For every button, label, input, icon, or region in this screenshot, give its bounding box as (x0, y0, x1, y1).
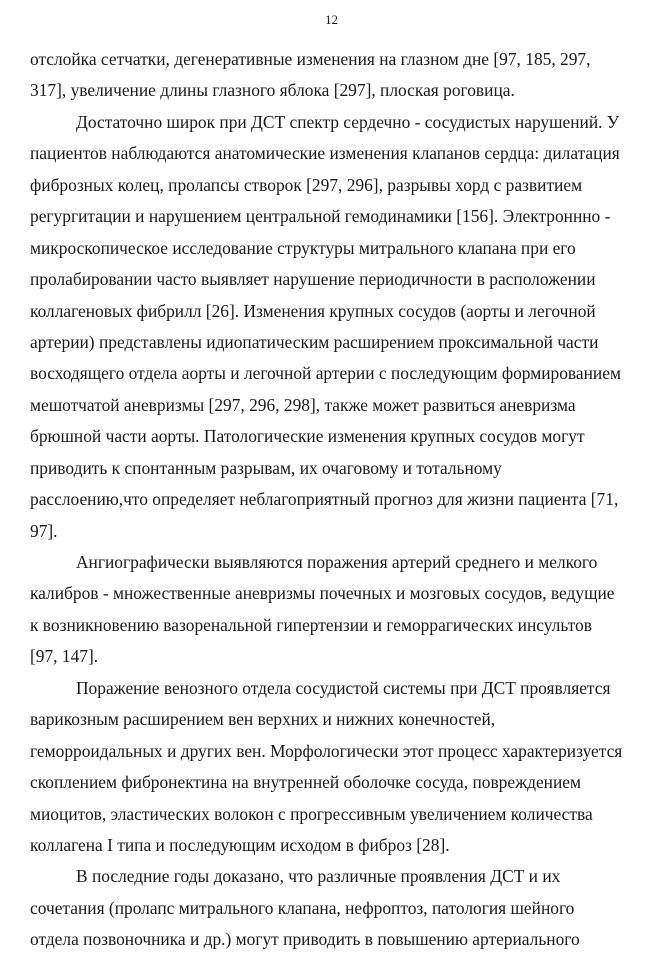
text-line: к возникновению вазоренальной гипертензии и геморрагических инсультов (30, 614, 592, 635)
document-body (30, 44, 635, 956)
text-line: 97]. (30, 520, 58, 541)
text-line: регургитации и нарушением центральной гемодинамики [156]. Электроннно - (30, 206, 611, 227)
text-line: коллагеновых фибрилл [26]. Изменения крупных сосудов (аорты и легочной (30, 300, 596, 321)
text-line: пролабировании часто выявляет нарушение периодичности в расположении (30, 269, 596, 290)
text-line: Достаточно широк при ДСТ спектр сердечно - сосудистых нарушений. У (76, 111, 620, 132)
text-line: Поражение венозного отдела сосудистой системы при ДСТ проявляется (76, 677, 611, 698)
paragraph-2 (30, 107, 635, 547)
text-line: [97, 147]. (30, 646, 99, 667)
text-line: микроскопическое исследование структуры митрального клапана при его (30, 237, 576, 258)
text-line: 317], увеличение длины глазного яблока [297], плоская роговица. (30, 80, 515, 101)
text-line: коллагена I типа и последующим исходом в фиброз [28]. (30, 834, 450, 855)
text-line: миоцитов, эластических волокон с прогрессивным увеличением количества (30, 803, 593, 824)
text-line: Ангиографически выявляются поражения артерий среднего и мелкого (76, 552, 598, 572)
paragraph-5 (30, 861, 635, 955)
text-line: скоплением фибронектина на внутренней оболочке сосуда, повреждением (30, 772, 582, 793)
paragraph-3 (30, 547, 635, 673)
text-line: восходящего отдела аорты и легочной артерии с последующим формированием (30, 363, 621, 384)
text-line: отслойка сетчатки, дегенеративные изменения на глазном дне [97, 185, 297, (30, 49, 591, 69)
text-line: пациентов наблюдаются анатомические изменения клапанов сердца: дилатация (30, 143, 620, 164)
text-line: приводить к спонтанным разрывам, их очаговому и тотальному (30, 457, 502, 478)
paragraph-4 (30, 673, 635, 862)
text-line: сочетания (пролапс митрального клапана, нефроптоз, патология шейного (30, 897, 575, 918)
text-line: геморроидальных и других вен. Морфологически этот процесс характеризуется (30, 740, 623, 761)
text-line: расслоению,что определяет неблагоприятный прогноз для жизни пациента [71, (30, 489, 619, 510)
text-line: мешотчатой аневризмы [297, 296, 298], также может развиться аневризма (30, 394, 576, 415)
text-line: В последние годы доказано, что различные проявления ДСТ и их (76, 866, 561, 887)
text-line: фиброзных колец, пролапсы створок [297, 296], разрывы хорд с развитием (30, 174, 583, 195)
text-line: калибров - множественные аневризмы почечных и мозговых сосудов, ведущие (30, 583, 615, 604)
text-line: варикозным расширением вен верхних и нижних конечностей, (30, 709, 496, 730)
text-line: отдела позвоночника и др.) могут приводить в повышению артериального (30, 929, 580, 950)
text-line: артерии) представлены идиопатическим расширением проксимальной части (30, 331, 599, 352)
text-line: брюшной части аорты. Патологические изменения крупных сосудов могут (30, 426, 585, 447)
paragraph-1 (30, 44, 635, 107)
page-number: 12 (325, 12, 338, 27)
